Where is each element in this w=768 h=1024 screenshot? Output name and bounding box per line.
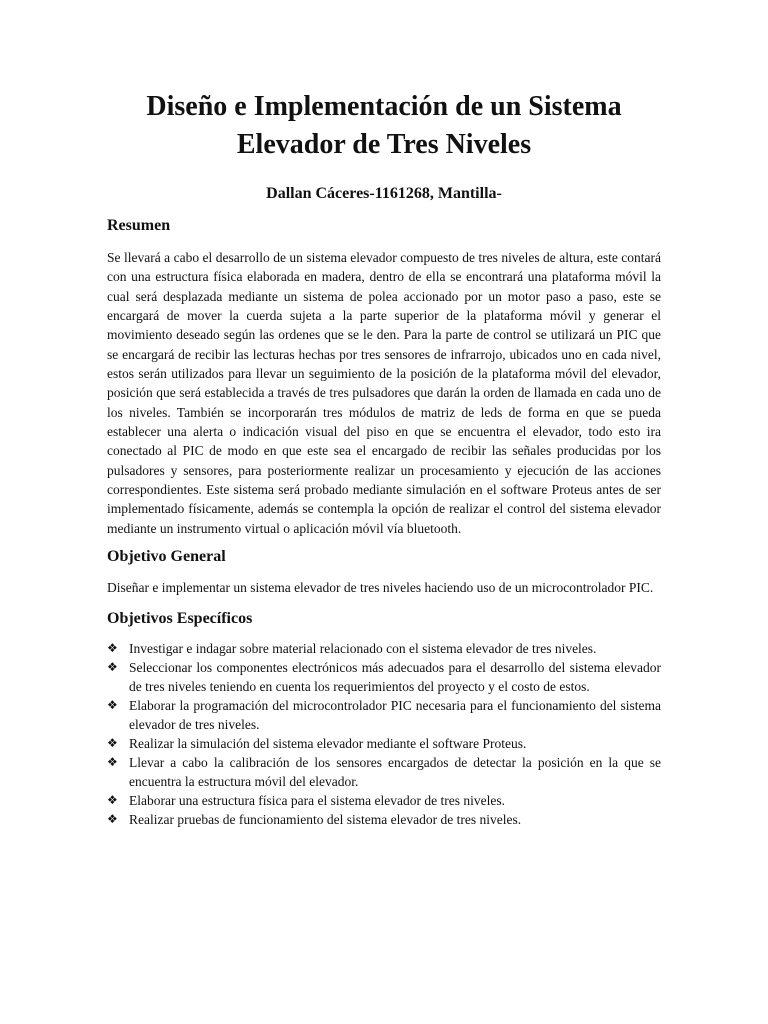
title-line-2: Elevador de Tres Niveles (236, 129, 532, 160)
objetivos-especificos-heading: Objetivos Específicos (107, 609, 253, 627)
resumen-paragraph: Se llevará a cabo el desarrollo de un sistema elevador compuesto de tres niveles de altura, este contará con una estructura física elaborada en madera, dentro de ella se encontrará una plataforma móvil la cual será desplazada mediante un sistema de polea accionado por un motor paso a paso, este se encargará de mover la cuerda sujeta a la parte superior de la plataforma móvil y generar el movimiento deseado según las ordenes que se le den. Para la parte de control se utilizará un PIC que se encargará de recibir las lecturas hechas por tres sensores de infrarrojo, ubicados uno en cada nivel, estos serán utilizados para llevar un seguimiento de la posición de la plataforma móvil del elevador, posición que será establecida a través de tres pulsadores que darán la orden de llamada en cada uno de los niveles. También se incorporarán tres módulos de matriz de leds de forma en que se pueda establecer una alerta o indicación visual del piso en que se encuentra el elevador, todo esto ira conectado al PIC de modo en que este sea el encargado de recibir las señales producidas por los pulsadores y sensores, para posteriormente realizar un procesamiento y ejecución de las acciones correspondientes. Este sistema será probado mediante simulación en el software Proteus antes de ser implementado físicamente, además se contempla la opción de realizar el control del sistema elevador mediante un instrumento virtual o aplicación móvil vía bluetooth. (107, 250, 661, 536)
list-item-text: Llevar a cabo la calibración de los sensores encargados de detectar la posición en la que se encuentra la estructura móvil del elevador. (129, 754, 661, 789)
diamond-star-bullet-icon: ❖ (107, 659, 118, 674)
list-item (107, 658, 661, 696)
list-item (107, 753, 661, 791)
title-line-1: Diseño e Implementación de un Sistema (146, 91, 622, 122)
list-item (107, 696, 661, 734)
list-item (107, 734, 661, 753)
diamond-star-bullet-icon: ❖ (107, 735, 118, 750)
list-item-text: Elaborar una estructura física para el sistema elevador de tres niveles. (129, 792, 505, 808)
objetivos-especificos-list (107, 639, 661, 829)
list-item-text: Realizar pruebas de funcionamiento del sistema elevador de tres niveles. (129, 811, 522, 827)
diamond-star-bullet-icon: ❖ (107, 792, 118, 807)
diamond-star-bullet-icon: ❖ (107, 640, 118, 655)
document-page (107, 88, 661, 829)
list-item (107, 791, 661, 810)
list-item (107, 639, 661, 658)
list-item-text: Realizar la simulación del sistema elevador mediante el software Proteus. (129, 735, 527, 751)
list-item (107, 810, 661, 829)
objetivo-general-paragraph: Diseñar e implementar un sistema elevador de tres niveles haciendo uso de un microcontrolador PIC. (107, 580, 654, 596)
document-title (107, 88, 661, 164)
diamond-star-bullet-icon: ❖ (107, 754, 118, 769)
authors-line: Dallan Cáceres-1161268, Mantilla- (266, 185, 502, 202)
list-item-text: Investigar e indagar sobre material relacionado con el sistema elevador de tres niveles. (129, 640, 597, 656)
list-item-text: Seleccionar los componentes electrónicos más adecuados para el desarrollo del sistema elevador de tres niveles teniendo en cuenta los requerimientos del proyecto y el costo de estos. (129, 659, 661, 694)
diamond-star-bullet-icon: ❖ (107, 811, 118, 826)
list-item-text: Elaborar la programación del microcontrolador PIC necesaria para el funcionamiento del sistema elevador de tres niveles. (129, 697, 661, 732)
resumen-heading: Resumen (107, 217, 171, 234)
objetivo-general-heading: Objetivo General (107, 548, 226, 566)
diamond-star-bullet-icon: ❖ (107, 697, 118, 712)
